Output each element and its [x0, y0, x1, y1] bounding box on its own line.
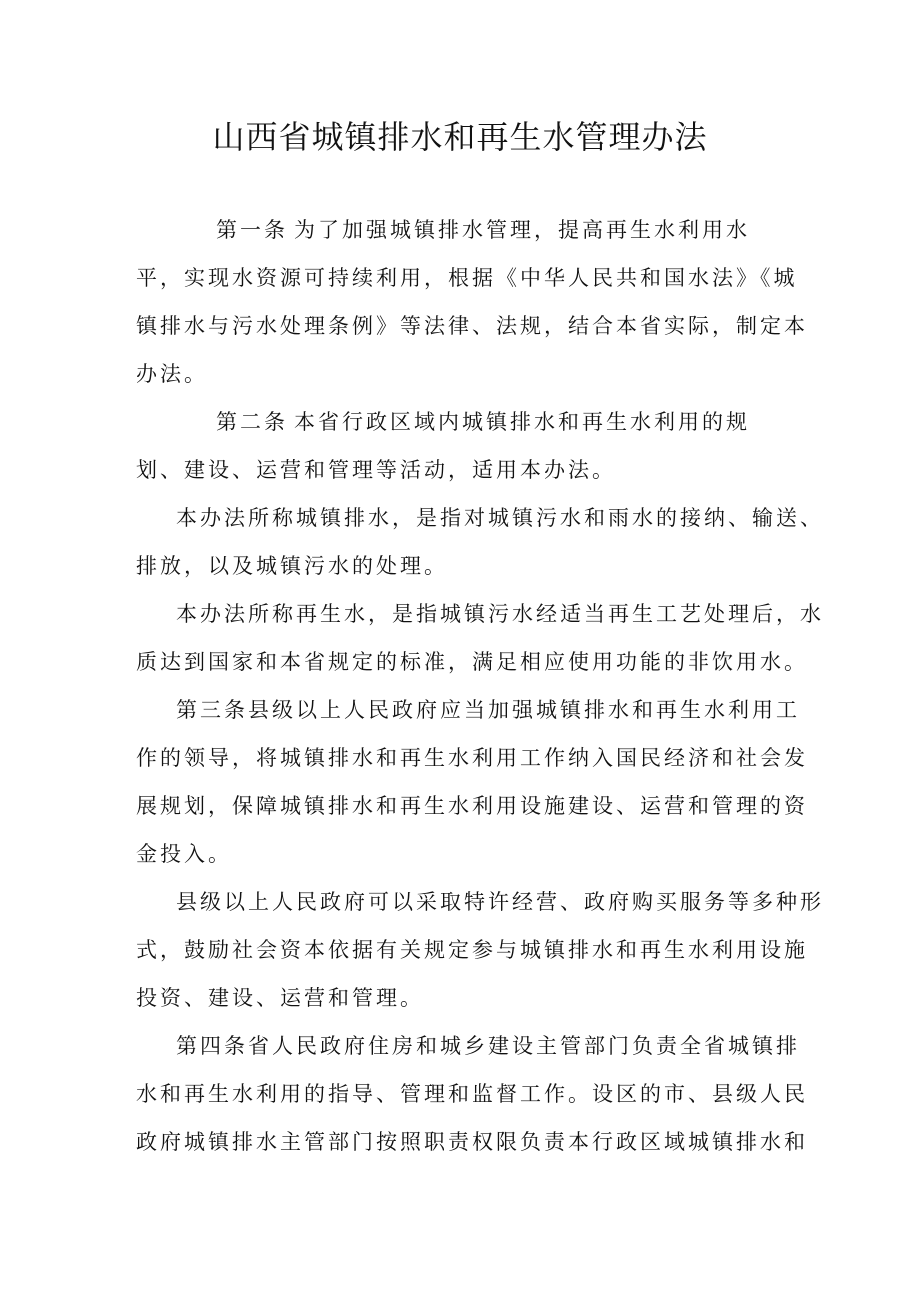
paragraph-article-3 — [136, 686, 808, 878]
paragraph-line: 第一条 为了加强城镇排水管理，提高再生水利用水 — [136, 206, 792, 254]
paragraph-social-capital — [136, 878, 824, 1022]
paragraph-line: 平，实现水资源可持续利用，根据《中华人民共和国水法》《城 — [136, 266, 798, 290]
paragraph-line: 政府城镇排水主管部门按照职责权限负责本行政区域城镇排水和 — [136, 1130, 808, 1154]
document-body — [136, 206, 824, 1166]
paragraph-line: 本办法所称城镇排水，是指对城镇污水和雨水的接纳、输送、 — [176, 506, 824, 530]
paragraph-article-4 — [136, 1022, 808, 1166]
paragraph-line: 作的领导，将城镇排水和再生水利用工作纳入国民经济和社会发 — [136, 746, 808, 770]
paragraph-line: 水和再生水利用的指导、管理和监督工作。设区的市、县级人民 — [136, 1082, 808, 1106]
document-title: 山西省城镇排水和再生水管理办法 — [212, 118, 708, 156]
paragraph-line: 第二条 本省行政区域内城镇排水和再生水利用的规 — [136, 398, 792, 446]
paragraph-line: 排放，以及城镇污水的处理。 — [136, 554, 448, 578]
paragraph-article-1 — [136, 206, 808, 398]
paragraph-drainage-definition — [136, 494, 824, 590]
paragraph-line: 本办法所称再生水，是指城镇污水经适当再生工艺处理后，水 — [176, 602, 824, 626]
paragraph-line: 第四条省人民政府住房和城乡建设主管部门负责全省城镇排 — [176, 1034, 800, 1058]
paragraph-line: 县级以上人民政府可以采取特许经营、政府购买服务等多种形 — [176, 890, 824, 914]
paragraph-line: 划、建设、运营和管理等活动，适用本办法。 — [136, 458, 616, 482]
paragraph-article-2 — [136, 398, 792, 494]
paragraph-line: 式，鼓励社会资本依据有关规定参与城镇排水和再生水利用设施 — [136, 938, 808, 962]
paragraph-line: 展规划，保障城镇排水和再生水利用设施建设、运营和管理的资 — [136, 794, 808, 818]
article-label: 第一条 — [216, 218, 288, 242]
paragraph-line: 办法。 — [136, 362, 208, 386]
paragraph-line: 投资、建设、运营和管理。 — [136, 986, 424, 1010]
paragraph-line: 第三条县级以上人民政府应当加强城镇排水和再生水利用工 — [176, 698, 800, 722]
paragraph-reclaimed-water-definition — [136, 590, 824, 686]
article-label: 第二条 — [216, 410, 288, 434]
paragraph-line: 镇排水与污水处理条例》等法律、法规，结合本省实际，制定本 — [136, 314, 808, 338]
paragraph-line: 金投入。 — [136, 842, 232, 866]
paragraph-line: 质达到国家和本省规定的标准，满足相应使用功能的非饮用水。 — [136, 650, 808, 674]
